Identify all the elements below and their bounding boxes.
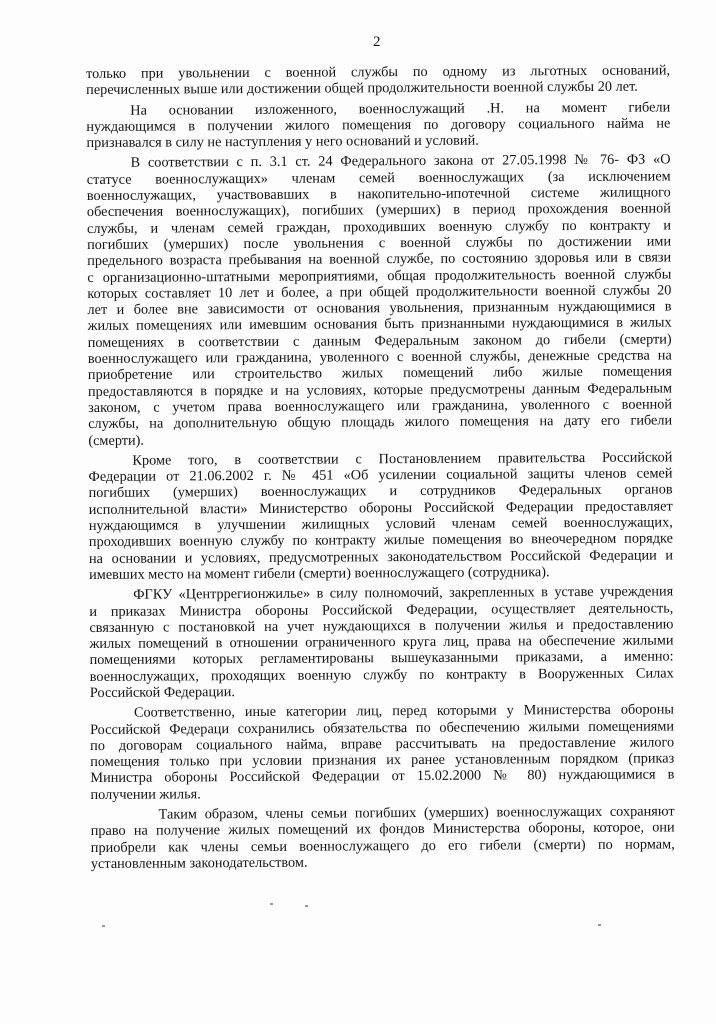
text-line: и приказах Министра обороны Российской Федерации, осуществляет деятельность, bbox=[89, 599, 674, 620]
scan-speck bbox=[270, 903, 273, 905]
text-line: Федерации от 21.06.2002 г. № 451 «Об усилении социальной защиты членов семей bbox=[88, 465, 673, 486]
text-line: по договорам социального найма, вправе рассчитывать на предоставление жилого bbox=[90, 734, 675, 754]
text-line: приобрели как члены семьи военнослужащего до его гибели (смерти) по нормам, bbox=[90, 836, 675, 856]
paragraph bbox=[91, 803, 675, 872]
text-line: статусе военнослужащих» членам семей военнослужащих (за исключением bbox=[86, 168, 671, 188]
text-line: В соответствии с п. 3.1 ст. 24 Федерального закона от 27.05.1998 № 76- ФЗ «О bbox=[130, 151, 671, 172]
text-line: Таким образом, члены семьи погибших (умерших) военнослужащих сохраняют bbox=[158, 803, 675, 823]
text-line: которых составляет 10 лет и более, а при общей продолжительности военной службы 20 bbox=[87, 282, 672, 302]
text-line: ФГКУ «Центррегионжилье» в силу полномочий, закрепленных в уставе учреждения bbox=[133, 583, 674, 603]
paragraph bbox=[89, 584, 674, 702]
text-line: лет и более вне зависимости от основания увольнения, признанным нуждающимися в bbox=[87, 298, 672, 319]
scan-speck bbox=[305, 905, 308, 907]
text-line: на основании и условиях, предусмотренных законодательством Российской Федерации и bbox=[88, 547, 674, 567]
text-line: обеспечения военнослужащих), погибших (умерших) в период прохождения военной bbox=[86, 200, 671, 221]
text-line: (смерти). bbox=[88, 432, 145, 449]
text-line: предельного возраста пребывания на военной службе, по состоянию здоровья или в связи bbox=[87, 249, 672, 270]
text-line: погибших (умерших) военнослужащих и сотрудников Федеральных органов bbox=[88, 481, 673, 502]
text-line: исполнительной власти» Министерство обороны Российской Федерации предоставляет bbox=[88, 498, 673, 518]
text-line: военнослужащего или гражданина, уволенного с военной службы, денежные средства на bbox=[87, 347, 672, 368]
text-line: связанную с постановкой на учет нуждающихся в получении жилья и предоставлению bbox=[89, 616, 674, 636]
text-line: законом, с учетом права военнослужащего или гражданина, уволенного с военной bbox=[88, 396, 673, 416]
text-line: службы, и членам семей граждан, проходивших военную службу по контракту и bbox=[86, 217, 672, 237]
text-line: имевших место на момент гибели (смерти) военнослужащего (сотрудника). bbox=[89, 564, 550, 583]
text-line: погибших (умерших) после увольнения с военной службы по достижении ими bbox=[87, 233, 672, 253]
paragraph bbox=[86, 62, 670, 98]
text-line: помещениями которых регламентированы вышеуказанными приказами, а именно: bbox=[89, 648, 674, 669]
text-line: службы, на дополнительную общую площадь жилого помещения на дату его гибели bbox=[88, 412, 673, 433]
text-line: приобретение или строительство жилых помещений либо жилые помещения bbox=[87, 363, 672, 384]
text-line: право на получение жилых помещений их фондов Министерства обороны, которое, они bbox=[90, 819, 675, 840]
text-line: помещениях в соответствии с данным Федеральным законом до гибели (смерти) bbox=[87, 331, 672, 351]
paragraph bbox=[90, 702, 675, 803]
text-line: с организационно-штатными мероприятиями, общая продолжительность военной службы bbox=[87, 265, 672, 286]
text-line: Соответственно, иные категории лиц, перед которыми у Министерства обороны bbox=[133, 701, 674, 722]
document-body bbox=[86, 62, 675, 876]
scan-speck bbox=[598, 924, 601, 926]
paragraph bbox=[88, 449, 673, 583]
text-line: Министра обороны Российской Федерации от 15.02.2000 № 80) нуждающимися в bbox=[90, 766, 675, 787]
text-line: нуждающимся в получении жилого помещения по договору социального найма не bbox=[86, 115, 671, 135]
text-line: военнослужащих, проходящих военную службу по контракту в Вооруженных Силах bbox=[89, 665, 674, 685]
text-line: признавался в силу не наступления у него оснований и условий. bbox=[86, 132, 479, 152]
text-line: Российской Федерации. bbox=[89, 684, 236, 701]
text-line: жилых помещениях или имевшим основания быть признанными нуждающимися в жилых bbox=[87, 314, 672, 335]
text-line: нуждающимся в улучшении жилищных условий членам семей военнослужащих, bbox=[88, 514, 673, 535]
text-line: получении жилья. bbox=[90, 786, 201, 803]
text-line: Кроме того, в соответствии с Постановлением правительства Российской bbox=[132, 449, 673, 469]
text-line: только при увольнении с военной службы по одному из льготных оснований, bbox=[86, 62, 671, 82]
text-line: военнослужащих, участвовавших в накопительно-ипотечной системе жилищного bbox=[86, 184, 671, 205]
text-line: жилых помещений в отношении ограниченного круга лиц, права на обеспечение жилыми bbox=[89, 632, 674, 653]
scan-speck bbox=[102, 925, 105, 927]
text-line: помещения только при условии признания их ранее установленным порядком (приказ bbox=[90, 750, 675, 771]
text-line: установленным законодательством. bbox=[90, 854, 308, 872]
paragraph bbox=[86, 99, 670, 151]
text-line: Российской Федераци сохранились обязательства по обеспечению жилыми помещениями bbox=[90, 717, 675, 738]
page-number: 2 bbox=[373, 34, 381, 50]
text-line: На основании изложенного, военнослужащий .Н. на момент гибели bbox=[130, 99, 671, 119]
text-line: предоставляются в порядке и на условиях, которые предусмотрены данным Федеральным bbox=[87, 380, 673, 400]
paragraph bbox=[87, 152, 673, 449]
text-line: проходивших военную службу по контракту жилые помещения во внеочередном порядке bbox=[88, 530, 673, 551]
text-line: перечисленных выше или достижении общей продолжительности военной службы 20 лет. bbox=[86, 78, 638, 99]
